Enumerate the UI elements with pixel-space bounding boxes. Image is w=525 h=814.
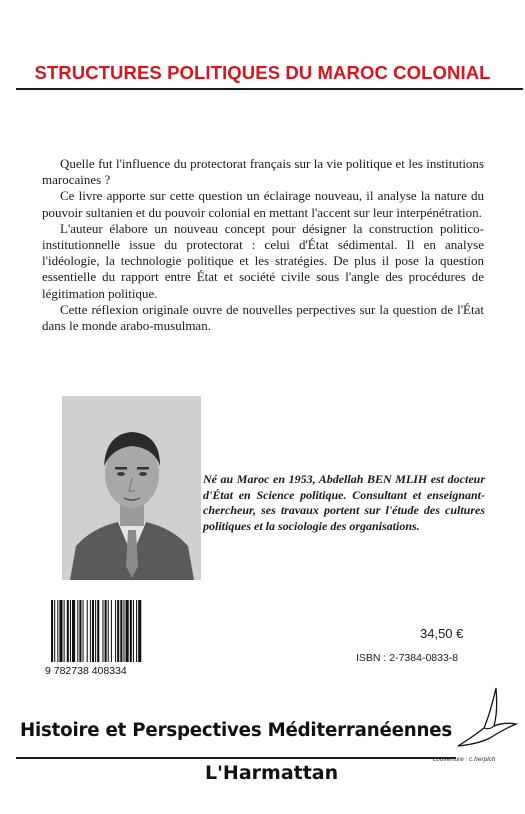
barcode-bar: [136, 600, 137, 662]
barcode-bar: [130, 600, 132, 662]
barcode-bar: [51, 600, 53, 662]
barcode-bar: [105, 600, 107, 662]
abstract-paragraph: Quelle fut l'influence du protectorat français sur la vie politique et les institutions marocaines ?: [42, 156, 484, 188]
barcode-bars: [51, 600, 141, 662]
barcode-bar: [115, 600, 116, 662]
barcode-bar: [138, 600, 141, 662]
barcode-bar: [57, 600, 58, 662]
top-rule: [16, 88, 523, 90]
barcode-bar: [77, 600, 78, 662]
book-title: STRUCTURES POLITIQUES DU MAROC COLONIAL: [34, 62, 491, 83]
price: 34,50 €: [420, 626, 464, 641]
barcode-bar: [59, 600, 62, 662]
barcode: [45, 598, 175, 676]
author-portrait-image: [62, 396, 201, 580]
isbn: ISBN : 2-7384-0833-8: [356, 652, 459, 664]
barcode-bar: [117, 600, 119, 662]
barcode-bar: [83, 600, 84, 662]
series-title: Histoire et Perspectives Méditerranéennes: [20, 720, 452, 741]
barcode-bar: [90, 600, 91, 662]
barcode-bar: [97, 600, 99, 662]
barcode-bar: [133, 600, 134, 662]
cover-credit: couverture : c.herpich: [433, 756, 496, 763]
barcode-bar: [111, 600, 112, 662]
publisher-logo-bird-icon: [456, 684, 518, 748]
abstract-paragraph: L'auteur élabore un nouveau concept pour désigner la construction politico-institutionnelle issue du protectorat : celui d'État sédimental. Il en analyse l'idéologie, la technologie politique et les stratégies. De plus il pose la question essentielle du rapport entre État et société civile sous l'angle des procédures de légitimation politique.: [42, 220, 484, 301]
barcode-bar: [70, 600, 71, 662]
barcode-bar: [123, 600, 124, 662]
barcode-bar: [120, 600, 122, 662]
barcode-bar: [126, 600, 129, 662]
abstract-paragraph: Ce livre apporte sur cette question un éclairage nouveau, il analyse la nature du pouvoir sultanien et du pouvoir colonial en mettant l'accent sur leur interpénétration.: [42, 188, 484, 220]
barcode-bar: [108, 600, 109, 662]
abstract-paragraph: Cette réflexion originale ouvre de nouvelles perpectives sur la question de l'État dans le monde arabo-musulman.: [42, 301, 484, 334]
author-photo: [62, 396, 201, 580]
barcode-bar: [72, 600, 75, 662]
back-cover-abstract: [42, 156, 484, 334]
barcode-number: 9 782738 408334: [45, 665, 127, 676]
barcode-bar: [67, 600, 69, 662]
barcode-bar: [92, 600, 94, 662]
publisher-name: L'Harmattan: [205, 762, 339, 784]
barcode-bar: [87, 600, 88, 662]
bottom-rule: [16, 757, 456, 759]
barcode-bar: [54, 600, 55, 662]
barcode-bar: [79, 600, 81, 662]
barcode-bar: [64, 600, 65, 662]
barcode-bar: [95, 600, 96, 662]
author-biography: Né au Maroc en 1953, Abdellah BEN MLIH est docteur d'État en Science politique. Consultant et enseignant-chercheur, ses travaux portent sur l'étude des cultures politiques et la sociologie des organisations.: [203, 472, 485, 533]
barcode-bar: [102, 600, 103, 662]
